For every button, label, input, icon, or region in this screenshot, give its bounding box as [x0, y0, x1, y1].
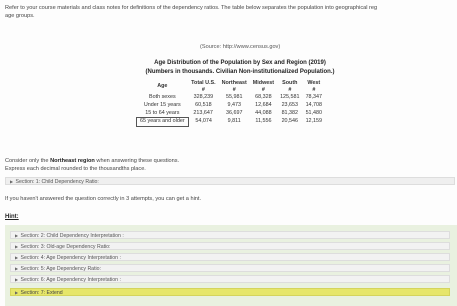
section-label: Section: 6: Age Dependency Interpretation : — [20, 277, 121, 283]
table-cell: 81,382 — [281, 109, 299, 116]
consider-region: Northeast region — [50, 158, 95, 164]
section-5-toggle[interactable] — [10, 264, 450, 272]
expand-triangle-icon: ▶ — [15, 266, 19, 271]
row-label: 65 years and older — [137, 117, 189, 126]
table-cell: 51,480 — [305, 109, 323, 116]
table-cell: 14,708 — [305, 101, 323, 108]
table-title-line-2: (Numbers in thousands. Civilian Non-institutionalized Population.) — [145, 68, 335, 75]
section-3-toggle[interactable] — [10, 242, 450, 250]
unit-total: # — [201, 86, 205, 93]
row-label: Both sexes — [148, 94, 176, 100]
section-1-toggle[interactable] — [5, 177, 455, 185]
table-cell: 54,074 — [195, 118, 212, 125]
unit-west: # — [312, 86, 316, 93]
table-title — [130, 60, 350, 77]
expand-triangle-icon: ▶ — [15, 277, 19, 282]
table-row — [137, 109, 326, 117]
instruction-express: Express each decimal rounded to the thousandths place. — [5, 166, 146, 172]
table-cell: 12,159 — [305, 118, 323, 125]
table-cell: 55,981 — [225, 94, 243, 100]
column-header-south: South — [282, 80, 298, 86]
column-header-midwest: Midwest — [252, 80, 275, 86]
table-cell: 9,811 — [227, 118, 241, 125]
table-cell: 9,473 — [227, 101, 241, 108]
instruction-consider — [5, 158, 179, 165]
unit-south: # — [288, 86, 292, 93]
unit-northeast: # — [232, 86, 236, 93]
intro-line-1: Refer to your course materials and class notes for definitions of the dependency ratios. The table below separates the population into geographical reg — [5, 5, 378, 11]
hint-link[interactable]: Hint: — [5, 214, 19, 220]
table-cell: 68,328 — [255, 94, 272, 100]
section-6-toggle[interactable] — [10, 275, 450, 283]
section-label: Section: 5: Age Dependency Ratio: — [20, 266, 101, 272]
column-header-total: Total U.S. — [191, 80, 216, 86]
section-7-toggle[interactable] — [10, 288, 450, 296]
intro-text — [5, 5, 457, 22]
unit-midwest: # — [261, 86, 265, 93]
table-title-line-1: Age Distribution of the Population by Sex and Region (2019) — [154, 60, 326, 66]
row-label: Under 15 years — [143, 101, 181, 108]
section-label: Section: 3: Old-age Dependency Ratio: — [20, 244, 111, 250]
section-2-toggle[interactable] — [10, 231, 450, 239]
section-label: Section: 7: Extend — [20, 290, 63, 296]
expand-triangle-icon: ▶ — [15, 233, 19, 238]
age-column-header: Age — [157, 83, 168, 90]
table-cell: 20,546 — [281, 118, 299, 125]
table-cell: 60,518 — [195, 101, 212, 108]
section-4-toggle[interactable] — [10, 253, 450, 261]
table-cell: 78,347 — [305, 94, 323, 100]
table-cell: 125,581 — [280, 94, 300, 100]
intro-line-2: age groups. — [5, 13, 35, 20]
expand-triangle-icon: ▶ — [15, 244, 19, 249]
consider-suffix: when answering these questions. — [94, 158, 180, 164]
expand-triangle-icon: ▶ — [15, 290, 19, 295]
column-header-northeast: Northeast — [221, 80, 247, 86]
population-table — [136, 80, 326, 127]
column-header-west: West — [307, 80, 321, 86]
row-label: 15 to 64 years — [145, 109, 180, 116]
section-label: Section: 2: Child Dependency Interpretation : — [20, 233, 124, 239]
expand-triangle-icon: ▶ — [15, 255, 19, 260]
section-label: Section: 1: Child Dependency Ratio: — [15, 179, 99, 185]
table-header-row — [137, 80, 326, 87]
table-cell: 12,684 — [255, 101, 272, 108]
consider-prefix: Consider only the — [5, 158, 51, 164]
source-citation: (Source: http://www.census.gov) — [200, 44, 281, 50]
section-label: Section: 4: Age Dependency Interpretation : — [20, 255, 121, 261]
table-cell: 23,653 — [281, 101, 299, 108]
table-cell: 11,556 — [255, 118, 272, 125]
table-cell: 213,647 — [193, 109, 213, 116]
table-cell: 44,088 — [255, 109, 272, 116]
attempts-note: If you haven't answered the question correctly in 3 attempts, you can get a hint. — [5, 196, 202, 202]
table-cell: 36,697 — [225, 109, 243, 116]
hint-sections-panel — [5, 225, 457, 306]
table-cell: 328,239 — [193, 94, 214, 100]
table-row — [137, 101, 326, 109]
table-row — [137, 94, 326, 102]
expand-triangle-icon: ▶ — [10, 179, 14, 184]
table-row — [137, 117, 326, 126]
